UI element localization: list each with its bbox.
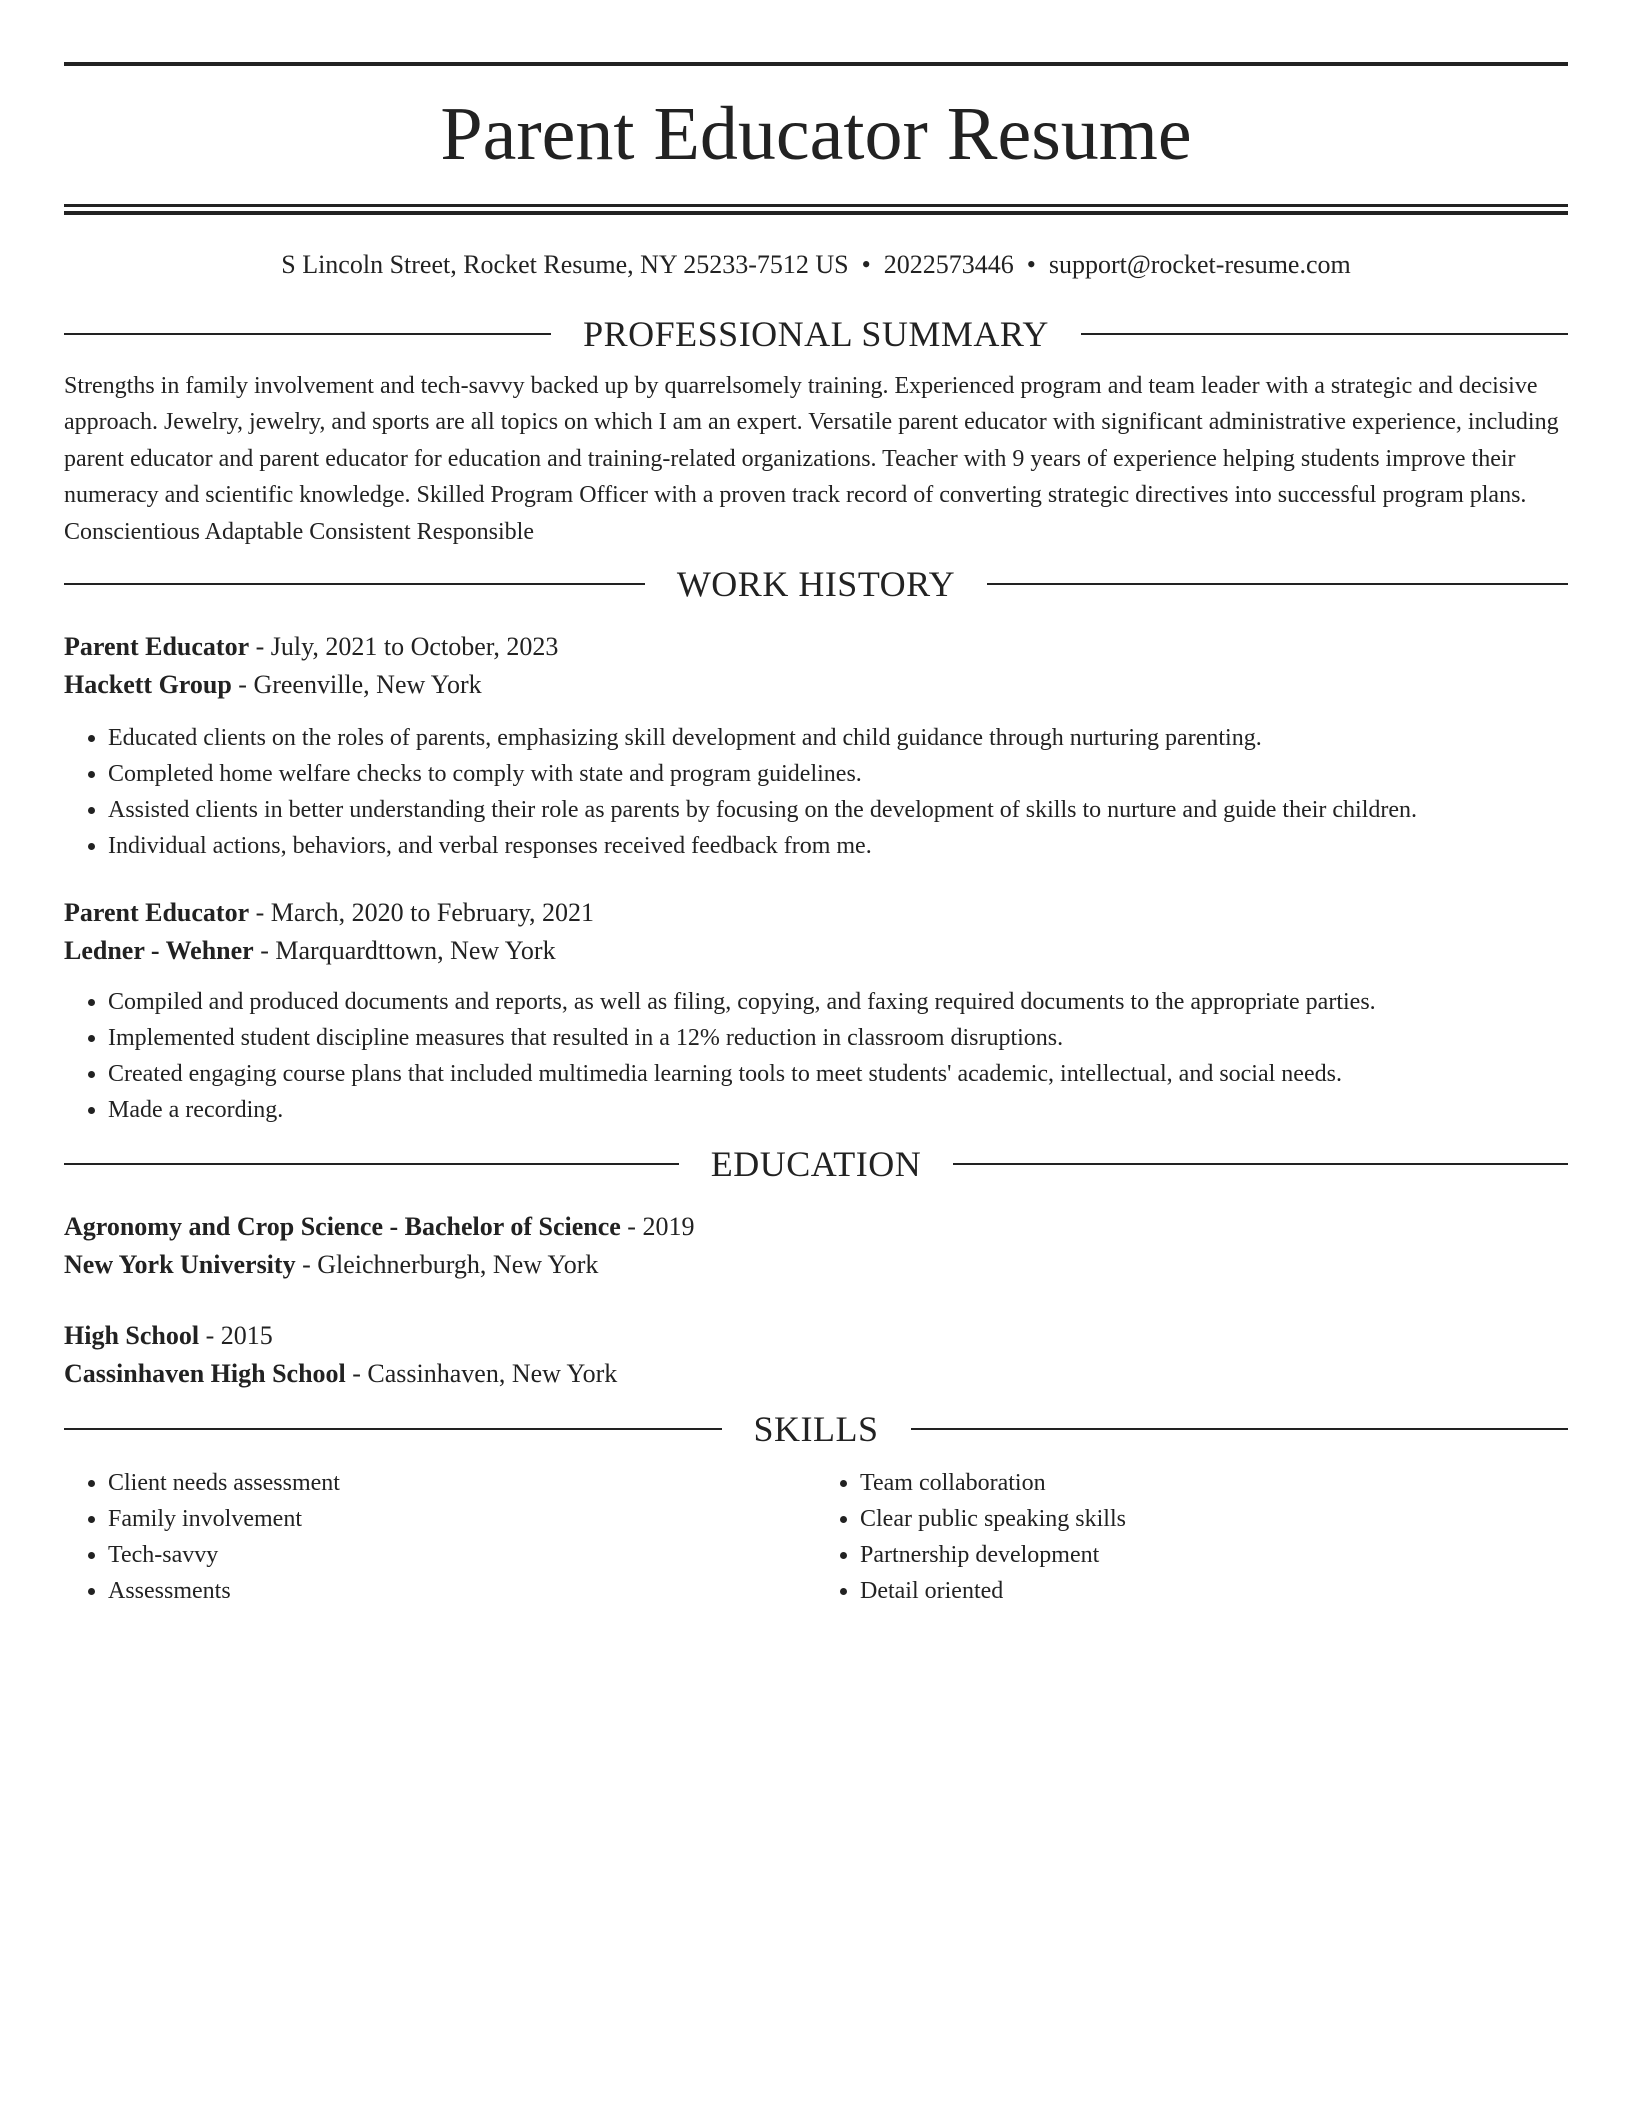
skill-item: • Clear public speaking skills <box>860 1501 1568 1537</box>
job-title: Parent Educator <box>64 632 250 662</box>
education-location: - Cassinhaven, New York <box>345 1359 618 1389</box>
skill-item: • Detail oriented <box>860 1573 1568 1609</box>
education-location: - Gleichnerburgh, New York <box>295 1250 599 1280</box>
skill-item: • Team collaboration <box>860 1465 1568 1501</box>
contact-phone: 2022573446 <box>883 250 1014 279</box>
skill-item: • Partnership development <box>860 1537 1568 1573</box>
list-item: • Compiled and produced documents and reports, as well as filing, copying, and faxing required documents to the appropriate parties. <box>108 984 1568 1020</box>
skill-item: • Assessments <box>108 1573 816 1609</box>
skill-item: • Tech-savvy <box>108 1537 816 1573</box>
list-item: • Created engaging course plans that included multimedia learning tools to meet students' academic, intellectual, and social needs. <box>108 1056 1568 1092</box>
education-school-line <box>64 1355 1568 1393</box>
education-heading <box>64 1144 1568 1184</box>
contact-separator: • <box>1026 250 1036 279</box>
education-heading-label: EDUCATION <box>710 1144 922 1185</box>
title-double-rule <box>64 204 1568 215</box>
job-entry <box>64 628 1568 864</box>
list-item: • Made a recording. <box>108 1092 1568 1128</box>
contact-separator: • <box>861 250 871 279</box>
education-year: - 2019 <box>620 1212 695 1242</box>
heading-rule-left <box>64 1163 679 1165</box>
heading-rule-left <box>64 333 551 335</box>
skills-heading <box>64 1409 1568 1449</box>
job-company: Ledner - Wehner <box>64 936 254 966</box>
contact-address: S Lincoln Street, Rocket Resume, NY 25233-7512 US <box>281 250 849 279</box>
education-entry <box>64 1317 1568 1393</box>
list-item: • Implemented student discipline measures that resulted in a 12% reduction in classroom disruptions. <box>108 1020 1568 1056</box>
heading-rule-left <box>64 1428 722 1430</box>
education-school: New York University <box>64 1250 296 1280</box>
list-item: • Assisted clients in better understanding their role as parents by focusing on the development of skills to nurture and guide their children. <box>108 792 1568 828</box>
job-bullets <box>64 720 1568 864</box>
summary-heading-label: PROFESSIONAL SUMMARY <box>583 314 1049 354</box>
list-item: • Completed home welfare checks to comply with state and program guidelines. <box>108 756 1568 792</box>
skill-item: • Family involvement <box>108 1501 816 1537</box>
skill-item: • Client needs assessment <box>108 1465 816 1501</box>
work-history-heading-label: WORK HISTORY <box>676 564 956 605</box>
skills-list-left <box>64 1465 816 1609</box>
skills-list-right <box>816 1465 1568 1609</box>
list-item: • Educated clients on the roles of parents, emphasizing skill development and child guidance through nurturing parenting. <box>108 720 1568 756</box>
summary-heading <box>64 314 1568 354</box>
skills-heading-label: SKILLS <box>753 1409 879 1450</box>
job-company: Hackett Group <box>64 670 232 700</box>
education-school-line <box>64 1246 1568 1284</box>
education-degree: Agronomy and Crop Science - Bachelor of Science <box>64 1212 621 1242</box>
education-year: - 2015 <box>199 1321 273 1351</box>
job-bullets <box>64 984 1568 1128</box>
education-school: Cassinhaven High School <box>64 1359 346 1389</box>
education-degree-line <box>64 1208 1568 1246</box>
contact-line <box>64 249 1568 281</box>
heading-rule-left <box>64 583 645 585</box>
heading-rule-right <box>953 1163 1568 1165</box>
job-location: - Greenville, New York <box>231 670 482 700</box>
job-title: Parent Educator <box>64 898 250 928</box>
education-entry <box>64 1208 1568 1284</box>
education-degree: High School <box>64 1321 200 1351</box>
job-entry <box>64 894 1568 1128</box>
work-history-heading <box>64 564 1568 604</box>
heading-rule-right <box>911 1428 1569 1430</box>
summary-text: Strengths in family involvement and tech-savvy backed up by quarrelsomely training. Experienced program and team leader with a strategic and decisive approach. Jewelry, jewelry, and sports are all topics on which I am an expert. Versatile parent educator with significant administrative experience, including parent educator and parent educator for education and training-related organizations. Teacher with 9 years of experience helping students improve their numeracy and scientific knowledge. Skilled Program Officer with a proven track record of converting strategic directives into successful program plans. Conscientious Adaptable Consistent Responsible <box>64 373 1559 545</box>
contact-email: support@rocket-resume.com <box>1048 250 1351 279</box>
job-title-line <box>64 894 1568 932</box>
job-company-line <box>64 932 1568 970</box>
job-company-line <box>64 666 1568 704</box>
job-title-line <box>64 628 1568 666</box>
heading-rule-right <box>987 583 1568 585</box>
job-location: - Marquardttown, New York <box>253 936 556 966</box>
job-dates: - July, 2021 to October, 2023 <box>249 632 559 662</box>
skills-columns <box>64 1465 1568 1609</box>
page-title: Parent Educator Resume <box>440 92 1192 176</box>
education-degree-line <box>64 1317 1568 1355</box>
job-dates: - March, 2020 to February, 2021 <box>249 898 595 928</box>
heading-rule-right <box>1081 333 1568 335</box>
list-item: • Individual actions, behaviors, and verbal responses received feedback from me. <box>108 828 1568 864</box>
